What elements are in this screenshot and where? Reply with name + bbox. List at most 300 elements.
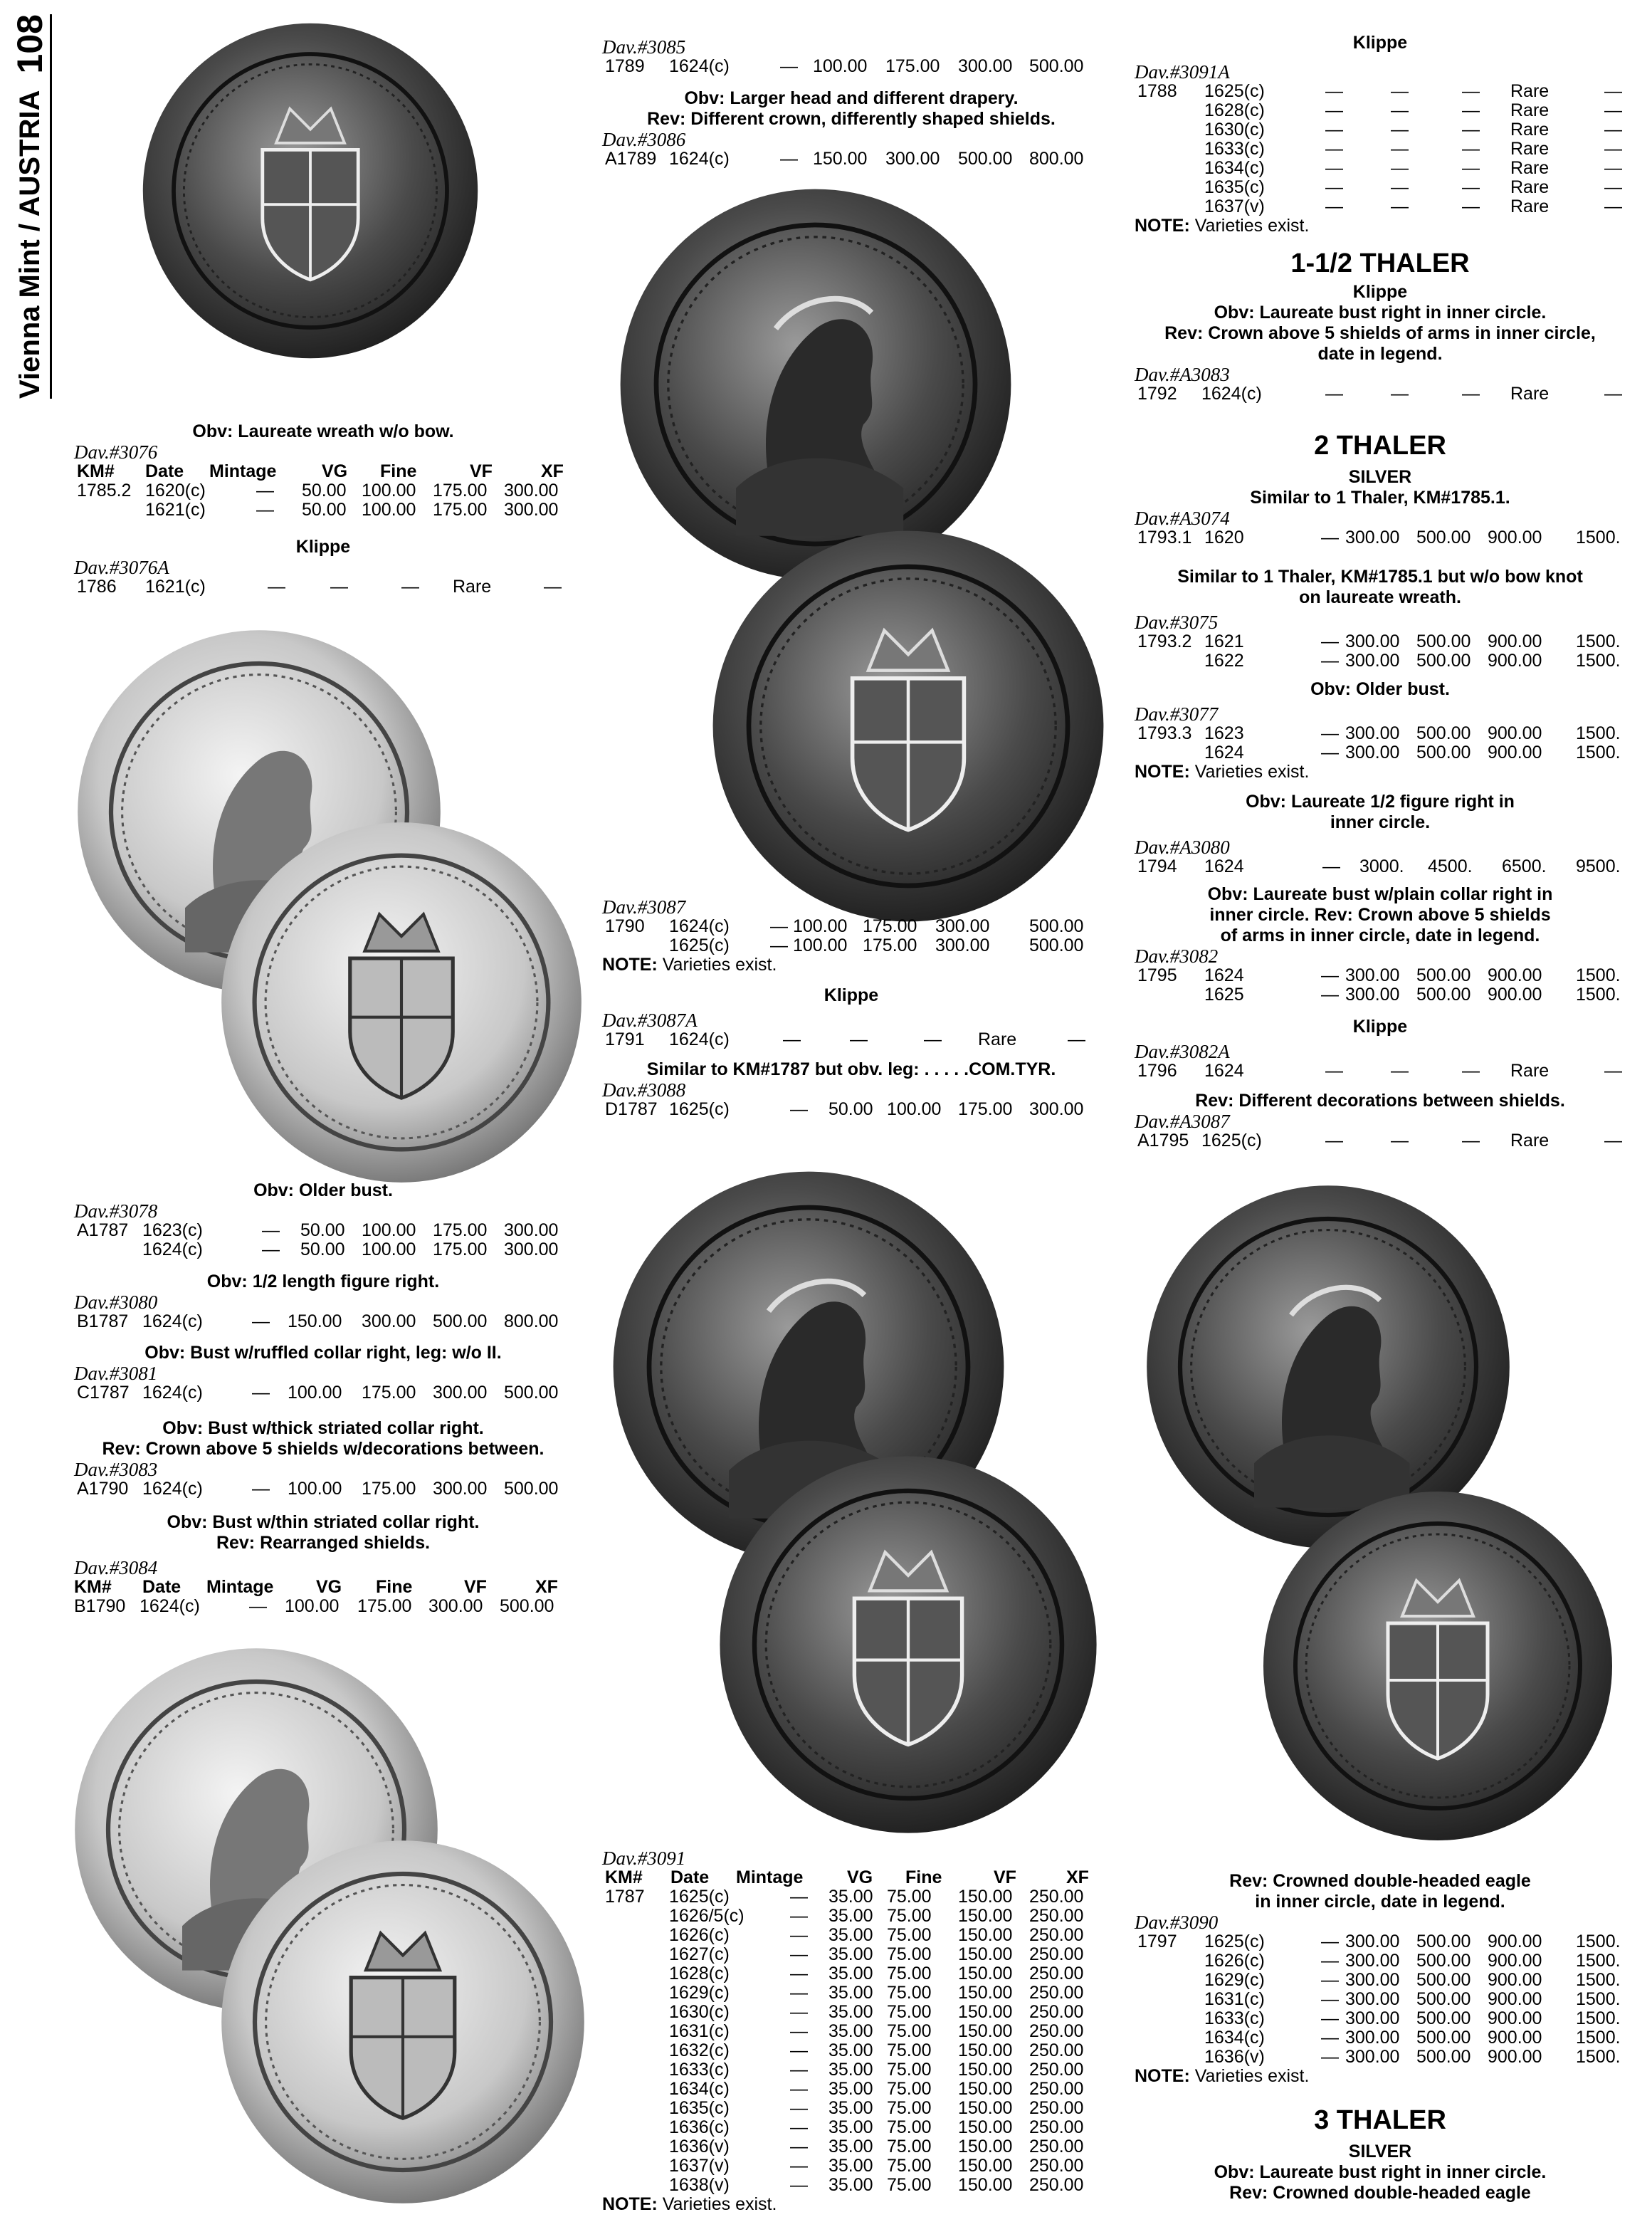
cell-vf: 150.00: [958, 1925, 1013, 1945]
entry-description-obv: Obv: Laureate bust right in inner circle.: [1214, 2162, 1547, 2182]
cell-vf: 500.00: [433, 1311, 488, 1331]
cell-date: 1625(c): [669, 1887, 730, 1907]
cell-mintage: —: [1325, 177, 1343, 197]
cell-vg: 300.00: [1345, 651, 1400, 671]
note: [1135, 216, 1626, 236]
entry-description-obv: Obv: Larger head and different drapery.: [684, 88, 1019, 108]
cell-date: 1624(c): [142, 1311, 203, 1331]
cell-xf: 1500.: [1576, 723, 1621, 743]
entry-kma1787: [74, 1180, 572, 1259]
cell-date: 1624(c): [142, 1479, 203, 1499]
cell-vf: 175.00: [433, 1240, 488, 1259]
dav-number: Dav.#3076A: [74, 557, 169, 578]
entry-kma1789: [602, 88, 1100, 169]
cell-xf: 250.00: [1029, 2040, 1084, 2060]
cell-mintage: —: [770, 936, 788, 955]
cell-date: 1620(c): [145, 481, 206, 501]
cell-xf: 250.00: [1029, 1983, 1084, 2003]
cell-fine: 75.00: [887, 2021, 932, 2041]
cell-fine: 500.00: [1416, 2047, 1471, 2067]
cell-vf: 300.00: [428, 1596, 483, 1616]
cell-vf: 900.00: [1488, 651, 1542, 671]
cell-fine: —: [330, 577, 348, 597]
dav-number: Dav.#3090: [1135, 1912, 1219, 1933]
table-row: [602, 57, 1100, 76]
table-row: [74, 1240, 572, 1259]
table-row: [1135, 197, 1626, 216]
col-header-km: KM#: [77, 461, 115, 481]
cell-vg: 300.00: [1345, 1932, 1400, 1951]
cell-fine: 500.00: [1416, 632, 1471, 651]
col-header-xf: XF: [1066, 1867, 1089, 1887]
cell-vf: 900.00: [1488, 632, 1542, 651]
cell-vf: 150.00: [958, 1964, 1013, 1983]
cell-xf: 250.00: [1029, 2021, 1084, 2041]
cell-vg: 35.00: [828, 1944, 873, 1964]
cell-vg: 300.00: [1345, 632, 1400, 651]
cell-mintage: —: [1321, 2028, 1339, 2048]
cell-vf: 150.00: [958, 1944, 1013, 1964]
entry-description-rev: Rev: Crown above 5 shields of arms in inner circle,: [1164, 323, 1596, 343]
cell-date: 1624(c): [142, 1383, 203, 1403]
table-row: [602, 1100, 1100, 1119]
cell-xf: 500.00: [504, 1479, 559, 1499]
cell-vf: 900.00: [1488, 1932, 1542, 1951]
klippe-label: Klippe: [1352, 1017, 1408, 1037]
note-text: Varieties exist.: [1194, 762, 1310, 782]
table-row: [602, 150, 1100, 169]
table-row: [74, 1312, 572, 1331]
cell-fine: —: [1462, 139, 1480, 159]
section-1-5-thaler: [1135, 248, 1626, 404]
table-row: [1135, 724, 1626, 743]
cell-date: 1635(c): [669, 2098, 730, 2118]
cell-mintage: —: [1321, 2008, 1339, 2028]
cell-fine: 75.00: [887, 2079, 932, 2099]
col-header-mintage: Mintage: [736, 1867, 804, 1887]
cell-mintage: —: [790, 2137, 808, 2157]
cell-km: A1790: [77, 1479, 129, 1499]
table-row: [1135, 1062, 1626, 1081]
cell-vf: Rare: [1510, 120, 1550, 140]
cell-date: 1622: [1204, 651, 1244, 671]
cell-mintage: —: [790, 1099, 808, 1119]
cell-date: 1626/5(c): [669, 1906, 745, 1926]
cell-km: D1787: [605, 1099, 658, 1119]
cell-mintage: —: [256, 481, 274, 501]
entry-description: Similar to 1 Thaler, KM#1785.1.: [1250, 488, 1510, 508]
cell-mintage: —: [790, 1925, 808, 1945]
table-row: [1135, 1932, 1626, 1951]
table-row: [1135, 120, 1626, 140]
cell-xf: 250.00: [1029, 1944, 1084, 1964]
table-row: [74, 1597, 572, 1616]
cell-vg: —: [1391, 81, 1409, 101]
entry-km1786: [74, 537, 572, 597]
col-header-mintage: Mintage: [209, 461, 277, 481]
table-row: [602, 1926, 1100, 1945]
cell-date: 1637(v): [1204, 196, 1265, 216]
cell-xf: 250.00: [1029, 2156, 1084, 2176]
cell-xf: 500.00: [1029, 936, 1084, 955]
entry-km1790: [602, 897, 1100, 975]
cell-vf: 150.00: [958, 2117, 1013, 2137]
table-row: [1135, 1990, 1626, 2009]
cell-vf: 150.00: [958, 2137, 1013, 2157]
cell-vg: 35.00: [828, 2002, 873, 2022]
cell-xf: 500.00: [500, 1596, 554, 1616]
cell-date: 1620: [1204, 528, 1244, 547]
cell-km: 1790: [605, 916, 645, 936]
cell-vg: —: [268, 577, 285, 597]
cell-km: 1793.1: [1137, 528, 1192, 547]
cell-vf: 900.00: [1488, 723, 1542, 743]
cell-km: 1797: [1137, 1932, 1177, 1951]
entry-kmb1787: [74, 1272, 572, 1331]
cell-fine: 175.00: [357, 1596, 412, 1616]
table-header: [74, 462, 572, 481]
note-text: Varieties exist.: [662, 2194, 777, 2214]
dav-number: Dav.#A3083: [1135, 364, 1230, 385]
cell-mintage: —: [256, 500, 274, 520]
cell-xf: 1500.: [1576, 1932, 1621, 1951]
cell-vg: 150.00: [813, 149, 868, 169]
cell-mintage: —: [790, 2040, 808, 2060]
dav-number: Dav.#3083: [74, 1459, 158, 1480]
cell-fine: —: [1391, 1061, 1409, 1081]
cell-date: 1624(c): [140, 1596, 200, 1616]
cell-vg: 300.00: [1345, 723, 1400, 743]
cell-km: 1785.2: [77, 481, 132, 501]
table-row: [1135, 651, 1626, 671]
cell-xf: 9500.: [1576, 856, 1621, 876]
cell-mintage: —: [249, 1596, 267, 1616]
cell-vg: 300.00: [1345, 965, 1400, 985]
table-row: [602, 1030, 1100, 1049]
cell-vf: 300.00: [433, 1479, 488, 1499]
cell-vf: 150.00: [958, 2098, 1013, 2118]
cell-xf: 300.00: [504, 1240, 559, 1259]
klippe-label: Klippe: [295, 537, 351, 557]
cell-mintage: —: [790, 1887, 808, 1907]
cell-date: 1626(c): [669, 1925, 730, 1945]
cell-xf: —: [1604, 120, 1622, 140]
cell-fine: —: [1391, 1131, 1409, 1151]
cell-fine: 175.00: [863, 936, 917, 955]
cell-xf: —: [1604, 1131, 1622, 1151]
col-header-fine: Fine: [905, 1867, 942, 1887]
entry-km1789: [602, 37, 1100, 76]
col-header-fine: Fine: [380, 461, 417, 481]
cell-vf: 150.00: [958, 1887, 1013, 1907]
cell-vg: 35.00: [828, 2175, 873, 2195]
entry-description: Obv: Laureate 1/2 figure right in: [1246, 792, 1515, 812]
cell-mintage: —: [790, 2021, 808, 2041]
col-header-vf: VF: [994, 1867, 1016, 1887]
cell-date: 1625(c): [669, 936, 730, 955]
cell-date: 1636(c): [669, 2117, 730, 2137]
dav-number: Dav.#3088: [602, 1079, 686, 1101]
cell-vf: 900.00: [1488, 2008, 1542, 2028]
cell-vg: 100.00: [288, 1479, 342, 1499]
col-header-vf: VF: [470, 461, 493, 481]
cell-date: 1624(c): [669, 1029, 730, 1049]
entry-description-rev-2: date in legend.: [1317, 344, 1443, 364]
cell-fine: 4500.: [1428, 856, 1473, 876]
cell-rare: Rare: [1510, 1131, 1550, 1151]
cell-vg: —: [1391, 177, 1409, 197]
cell-fine: 75.00: [887, 2060, 932, 2080]
entry-description-2: inner circle. Rev: Crown above 5 shields: [1209, 905, 1551, 925]
cell-xf: 1500.: [1576, 632, 1621, 651]
cell-mintage: —: [790, 1906, 808, 1926]
cell-vg: 35.00: [828, 1983, 873, 2003]
dav-number: Dav.#3085: [602, 36, 686, 58]
cell-vg: 300.00: [1345, 2047, 1400, 2067]
cell-mintage: —: [790, 2079, 808, 2099]
cell-fine: 75.00: [887, 1906, 932, 1926]
cell-vg: —: [783, 1029, 801, 1049]
cell-date: 1625(c): [1204, 1932, 1265, 1951]
table-row: [1135, 1951, 1626, 1971]
cell-vg: 35.00: [828, 2137, 873, 2157]
entry-description-obv: Obv: Laureate bust right in inner circle.: [1214, 303, 1547, 323]
cell-fine: —: [1391, 384, 1409, 404]
note-label: NOTE:: [1135, 2066, 1190, 2086]
cell-km: 1789: [605, 56, 645, 76]
cell-mintage: —: [780, 149, 798, 169]
cell-xf: 1500.: [1576, 2047, 1621, 2067]
entry-kmc1787: [74, 1343, 572, 1403]
cell-fine: —: [1462, 196, 1480, 216]
table-row: [1135, 966, 1626, 985]
cell-vf: 900.00: [1488, 743, 1542, 762]
metal-label: SILVER: [1348, 2142, 1412, 2161]
cell-date: 1633(c): [669, 2060, 730, 2080]
klippe-label: Klippe: [824, 985, 879, 1005]
cell-vf: 900.00: [1488, 985, 1542, 1005]
entry-description-obv: Obv: Bust w/thin striated collar right.: [167, 1512, 480, 1532]
cell-km: C1787: [77, 1383, 130, 1403]
cell-fine: 500.00: [1416, 1970, 1471, 1990]
cell-vg: 300.00: [1345, 528, 1400, 547]
section-3-thaler: [1135, 2105, 1626, 2203]
cell-vf: 150.00: [958, 2040, 1013, 2060]
cell-vf: 150.00: [958, 2079, 1013, 2099]
table-row: [602, 2080, 1100, 2099]
cell-vg: 100.00: [813, 56, 868, 76]
cell-date: 1624: [1204, 965, 1244, 985]
cell-xf: 1500.: [1576, 651, 1621, 671]
cell-fine: 75.00: [887, 1925, 932, 1945]
cell-fine: 75.00: [887, 2175, 932, 2195]
cell-fine: 75.00: [887, 2002, 932, 2022]
cell-date: 1623(c): [142, 1220, 203, 1240]
col-header-mintage: Mintage: [206, 1577, 274, 1597]
cell-date: 1629(c): [1204, 1970, 1265, 1990]
table-row: [602, 2118, 1100, 2137]
cell-date: 1630(c): [1204, 120, 1265, 140]
cell-vg: 100.00: [793, 936, 848, 955]
cell-mintage: —: [1321, 985, 1339, 1005]
cell-date: 1621(c): [145, 577, 206, 597]
table-row: [1135, 985, 1626, 1005]
cell-xf: 300.00: [1029, 1099, 1084, 1119]
cell-vg: —: [1391, 158, 1409, 178]
table-row: [602, 2060, 1100, 2080]
table-row: [74, 1221, 572, 1240]
cell-date: 1624(c): [142, 1240, 203, 1259]
note-text: Varieties exist.: [662, 955, 777, 975]
entry-description-rev: Rev: Crown above 5 shields w/decorations between.: [102, 1439, 544, 1459]
cell-vg: —: [1391, 196, 1409, 216]
cell-vg: 150.00: [288, 1311, 342, 1331]
cell-fine: —: [1462, 120, 1480, 140]
cell-mintage: —: [1321, 1932, 1339, 1951]
table-row: [1135, 2028, 1626, 2048]
cell-date: 1621: [1204, 632, 1244, 651]
cell-vf: Rare: [1510, 100, 1550, 120]
cell-date: 1624(c): [669, 149, 730, 169]
table-row: [602, 917, 1100, 936]
cell-date: 1628(c): [669, 1964, 730, 1983]
table-row: [602, 2137, 1100, 2157]
cell-vf: 900.00: [1488, 2028, 1542, 2048]
entry-km1791: [602, 985, 1100, 1049]
table-row: [74, 481, 572, 501]
table-row: [1135, 178, 1626, 197]
cell-xf: 1500.: [1576, 2028, 1621, 2048]
dav-number: Dav.#3076: [74, 441, 158, 463]
entry-description: Obv: Older bust.: [253, 1180, 393, 1200]
cell-mintage: —: [1321, 1970, 1339, 1990]
cell-vg: —: [1391, 120, 1409, 140]
table-body: [1135, 1932, 1626, 2067]
cell-vf: 300.00: [935, 936, 990, 955]
cell-vg: 3000.: [1359, 856, 1404, 876]
note: [1135, 2067, 1626, 2086]
cell-fine: 100.00: [362, 1220, 416, 1240]
cell-xf: 500.00: [504, 1383, 559, 1403]
table-row: [602, 2022, 1100, 2041]
cell-vf: 150.00: [958, 1906, 1013, 1926]
note-label: NOTE:: [602, 955, 658, 975]
table-row: [74, 1479, 572, 1499]
cell-km: 1793.2: [1137, 632, 1192, 651]
cell-mintage: —: [1325, 139, 1343, 159]
cell-date: 1625(c): [1201, 1131, 1262, 1151]
dav-number: Dav.#3080: [74, 1291, 158, 1313]
cell-vg: 100.00: [288, 1383, 342, 1403]
col-header-km: KM#: [74, 1577, 112, 1597]
cell-vg: 35.00: [828, 2040, 873, 2060]
cell-xf: 500.00: [1029, 916, 1084, 936]
cell-vf: Rare: [1510, 139, 1550, 159]
cell-vf: Rare: [1510, 196, 1550, 216]
table-row: [1135, 857, 1626, 876]
cell-vg: 50.00: [828, 1099, 873, 1119]
entry-description: Obv: Laureate wreath w/o bow.: [192, 421, 454, 441]
cell-vf: 900.00: [1488, 2047, 1542, 2067]
table-row: [602, 2157, 1100, 2176]
cell-date: 1621(c): [145, 500, 206, 520]
cell-vg: 300.00: [1345, 1970, 1400, 1990]
cell-date: 1634(c): [669, 2079, 730, 2099]
table-row: [602, 1945, 1100, 1964]
column-3: [1135, 0, 1626, 2222]
cell-vf: 175.00: [958, 1099, 1013, 1119]
cell-fine: 500.00: [1416, 2028, 1471, 2048]
table-row: [1135, 743, 1626, 762]
cell-fine: —: [1462, 81, 1480, 101]
cell-mintage: —: [1325, 120, 1343, 140]
entry-km1793-3: [1135, 679, 1626, 782]
cell-mintage: —: [262, 1240, 280, 1259]
cell-date: 1636(v): [669, 2137, 730, 2157]
cell-mintage: —: [252, 1311, 270, 1331]
cell-vg: —: [1325, 1131, 1343, 1151]
col-header-vg: VG: [322, 461, 348, 481]
cell-mintage: —: [1322, 856, 1340, 876]
cell-fine: 100.00: [362, 1240, 416, 1259]
table-row: [602, 1964, 1100, 1983]
cell-fine: 300.00: [885, 149, 940, 169]
cell-fine: 175.00: [863, 916, 917, 936]
table-row: [602, 1887, 1100, 1907]
cell-km: B1787: [77, 1311, 129, 1331]
cell-vf: 150.00: [958, 2002, 1013, 2022]
cell-rare: Rare: [453, 577, 492, 597]
cell-vg: 35.00: [828, 2098, 873, 2118]
table-header: [74, 1578, 572, 1597]
cell-date: 1633(c): [1204, 2008, 1265, 2028]
cell-fine: 75.00: [887, 1964, 932, 1983]
cell-mintage: —: [790, 1983, 808, 2003]
cell-vf: Rare: [1510, 177, 1550, 197]
cell-date: 1627(c): [669, 1944, 730, 1964]
cell-vg: —: [1325, 384, 1343, 404]
cell-xf: —: [1604, 1061, 1622, 1081]
entry-km1797: [1135, 1871, 1626, 2086]
cell-xf: 300.00: [504, 500, 559, 520]
cell-mintage: —: [770, 916, 788, 936]
cell-date: 1633(c): [1204, 139, 1265, 159]
cell-vf: Rare: [1510, 81, 1550, 101]
cell-mintage: —: [790, 2156, 808, 2176]
cell-xf: —: [1604, 158, 1622, 178]
table-row: [602, 2176, 1100, 2195]
cell-fine: 500.00: [1416, 965, 1471, 985]
cell-vf: 500.00: [958, 149, 1013, 169]
cell-vf: 150.00: [958, 1983, 1013, 2003]
entry-description: Obv: Laureate bust w/plain collar right in: [1207, 884, 1553, 904]
entry-kma1795: [1135, 1091, 1626, 1151]
running-title: Vienna Mint / AUSTRIA: [14, 90, 46, 399]
cell-date: 1638(v): [669, 2175, 730, 2195]
col-header-date: Date: [145, 461, 184, 481]
note-label: NOTE:: [1135, 762, 1190, 782]
cell-date: 1624: [1204, 856, 1244, 876]
cell-date: 1631(c): [1204, 1989, 1265, 2009]
cell-vg: 300.00: [1345, 2008, 1400, 2028]
cell-km: B1790: [74, 1596, 126, 1616]
cell-fine: 175.00: [362, 1383, 416, 1403]
col-header-date: Date: [142, 1577, 181, 1597]
cell-vf: —: [401, 577, 419, 597]
dav-number: Dav.#3081: [74, 1363, 158, 1384]
cell-fine: 100.00: [362, 500, 416, 520]
cell-vg: 35.00: [828, 1925, 873, 1945]
